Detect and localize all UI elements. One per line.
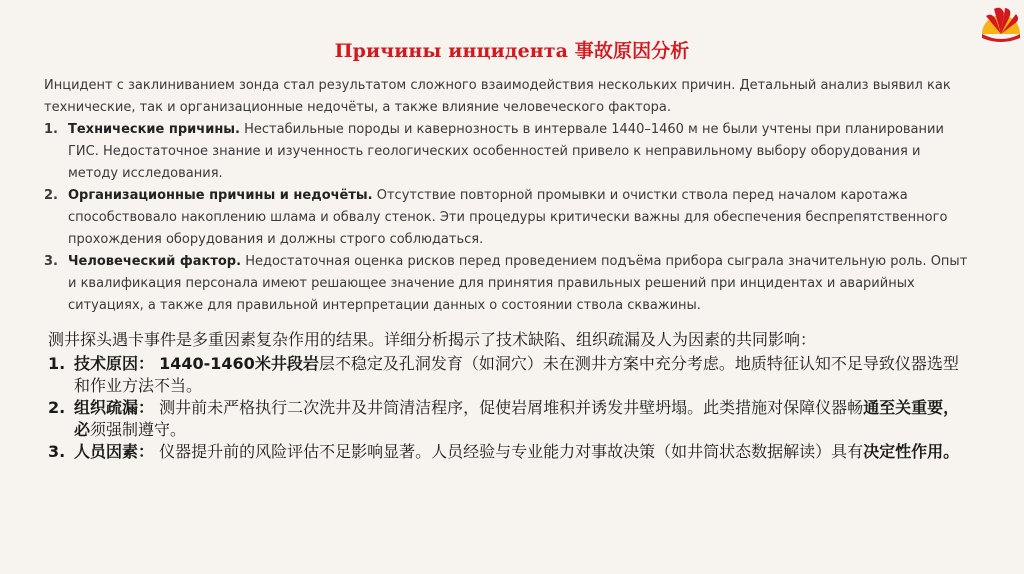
ru-intro: Инцидент с заклиниванием зонда стал результатом сложного взаимодействия нескольких причин. Детальный анализ выявил как технические, так и организационные недочёты, а также влияние человеческого фактора. (44, 78, 951, 115)
zh-cause-list (48, 353, 968, 463)
ru-item-text: Отсутствие повторной промывки и очистки ствола перед началом каротажа способствовало накоплению шлама и обвалу стенок. Эти процедуры критически важны для обеспечения беспрепятственного прохождения оборудования и должны строго соблюдаться. (68, 188, 948, 247)
zh-item-number: 3. (48, 442, 66, 461)
zh-item-heading: 人员因素： (74, 442, 155, 461)
zh-item-bold-text: 1440-1460米井段岩 (159, 354, 319, 373)
zh-item-text: 测井前未严格执行二次洗井及井筒清洁程序，促使岩屑堆积并诱发井壁坍塌。此类措施对保障仪器畅 (159, 398, 864, 417)
zh-list-item (48, 353, 968, 397)
ru-item-text: Недостаточная оценка рисков перед проведением подъёма прибора сыграла значительную роль. Опыт и квалификация персонала имеют решающее значение для принятия правильных решений при инцидентах и аварийных ситуациях, а также для правильной интерпретации данных о состоянии ствола скважины. (68, 254, 968, 313)
ru-list-item (44, 119, 974, 185)
ru-item-number: 1. (44, 122, 58, 137)
zh-item-heading: 组织疏漏： (74, 398, 155, 417)
ru-item-text: Нестабильные породы и кавернозность в интервале 1440–1460 м не были учтены при планировании ГИС. Недостаточное знание и изученность геологических особенностей привело к неправильному выбору оборудования и методу исследования. (68, 122, 944, 181)
ru-list-item (44, 251, 974, 317)
zh-item-text: 须强制遵守。 (90, 420, 187, 439)
page-title: Причины инцидента 事故原因分析 (334, 40, 690, 62)
ru-item-heading: Человеческий фактор. (68, 254, 242, 269)
zh-item-bold-text: 决定性作用。 (863, 442, 960, 461)
zh-list-item (48, 441, 968, 463)
ru-item-heading: Технические причины. (68, 122, 240, 137)
zh-item-text: 层不稳定及孔洞发育（如洞穴）未在测井方案中充分考虑。地质特征认知不足导致仪器选型和作业方法不当。 (74, 354, 959, 395)
chinese-text-block (48, 329, 968, 463)
ru-item-heading: Организационные причины и недочёты. (68, 188, 373, 203)
russian-text-block (44, 75, 974, 317)
zh-list-item (48, 397, 968, 441)
ru-item-number: 3. (44, 254, 58, 269)
zh-intro: 测井探头遇卡事件是多重因素复杂作用的结果。详细分析揭示了技术缺陷、组织疏漏及人为因素的共同影响： (48, 330, 817, 349)
zh-item-text: 仪器提升前的风险评估不足影响显著。人员经验与专业能力对事故决策（如井筒状态数据解读）具有 (159, 442, 864, 461)
ru-item-number: 2. (44, 188, 58, 203)
zh-item-number: 1. (48, 354, 66, 373)
zh-item-heading: 技术原因： (74, 354, 155, 373)
zh-item-bold-text: 通至关重要， 必 (74, 398, 960, 439)
ru-list-item (44, 185, 974, 251)
ru-cause-list (44, 119, 974, 317)
zh-item-number: 2. (48, 398, 66, 417)
